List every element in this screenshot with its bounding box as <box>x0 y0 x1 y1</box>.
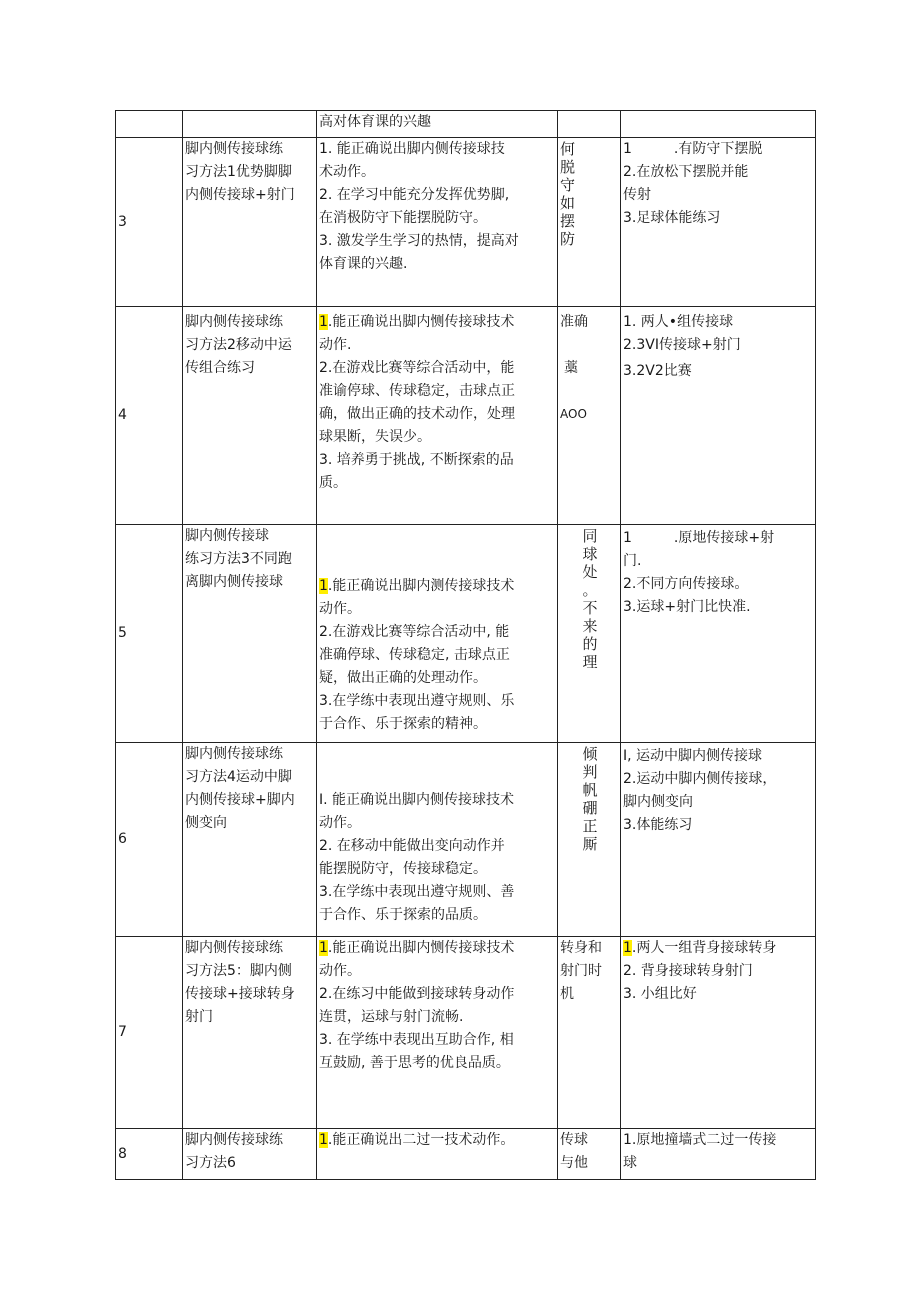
objective-line: I. 能正确说出脚内侧传接球技术 <box>319 792 515 808</box>
topic-line: 脚内侧传接球 <box>185 528 269 544</box>
objectives-cell <box>317 1129 558 1180</box>
topic-line: 练习方法3不同跑 <box>185 551 292 567</box>
focus-char: 防 <box>560 230 576 248</box>
row-number: 8 <box>116 1129 183 1180</box>
highlight-mark: 1 <box>319 940 328 956</box>
objective-line: 疑，做出正确的处理动作。 <box>319 670 487 686</box>
table-row <box>116 138 816 307</box>
content-cell <box>621 111 816 138</box>
objective-line: 动作. <box>319 337 352 353</box>
objective-line: 3. 激发学生学习的热情，提高对 <box>319 233 519 249</box>
focus-char: 脱 <box>560 158 576 176</box>
content-cell <box>621 138 816 307</box>
focus-cell <box>558 525 621 743</box>
objective-line: 球果断，失误少。 <box>319 429 431 445</box>
focus-cell <box>558 1129 621 1180</box>
focus-char: 守 <box>560 176 576 194</box>
content-cell <box>621 307 816 525</box>
topic-cell <box>183 307 317 525</box>
focus-char: 的 <box>582 635 598 653</box>
objective-line: 2. 在学习中能充分发挥优势脚, <box>319 187 510 203</box>
objectives-cell <box>317 743 558 937</box>
topic-line: 侧变向 <box>185 815 227 831</box>
focus-line: 转身和 <box>560 940 602 956</box>
objective-line: 1.能正确说出脚内恻传接球技术 <box>319 940 515 956</box>
focus-char: 处 <box>582 563 598 581</box>
content-line: 3.足球体能练习 <box>623 210 721 226</box>
objective-line: 连贯，运球与射门流畅. <box>319 1009 464 1025</box>
content-line: 3.2V2比赛 <box>623 363 692 379</box>
focus-char: 判 <box>582 763 598 781</box>
row-number: 7 <box>116 937 183 1129</box>
table-row <box>116 307 816 525</box>
content-line: 球 <box>623 1155 637 1171</box>
topic-cell <box>183 743 317 937</box>
content-line: 1 .原地传接球+射 <box>623 530 775 546</box>
content-line: 1.两人一组背身接球转身 <box>623 940 777 956</box>
objective-line: 2.在游戏比赛等综合活动中, 能 <box>319 624 510 640</box>
topic-line: 习方法1优势脚脚 <box>185 164 292 180</box>
content-line: 脚内侧变向 <box>623 794 693 810</box>
highlight-mark: 1 <box>319 578 328 594</box>
topic-line: 传接球+接球转身 <box>185 986 295 1002</box>
objective-line: 能摆脱防守，传接球稳定。 <box>319 861 487 877</box>
topic-cell <box>183 1129 317 1180</box>
content-line: 3. 小组比好 <box>623 986 697 1002</box>
content-line: 2. 背身接球转身射门 <box>623 963 753 979</box>
row-number: 5 <box>116 525 183 743</box>
content-line: I, 运动中脚内侧传接球 <box>623 748 763 764</box>
table-row <box>116 1129 816 1180</box>
topic-line: 习方法4运动中脚 <box>185 769 292 785</box>
focus-line: 藁 <box>564 360 578 376</box>
row-number: 4 <box>116 307 183 525</box>
objective-line: 2. 在移动中能做出变向动作并 <box>319 838 505 854</box>
content-cell <box>621 525 816 743</box>
objective-line: 1.能正确说出脚内测传接球技术 <box>319 578 515 594</box>
focus-line: AOO <box>560 407 587 421</box>
objective-line: 3. 在学练中表现出互助合作, 相 <box>319 1032 514 1048</box>
content-line: 1.原地撞墙式二过一传接 <box>623 1132 777 1148</box>
focus-line: 传球 <box>560 1132 588 1148</box>
objective-line: 2.在游戏比赛等综合活动中，能 <box>319 360 515 376</box>
objective-line: 在消极防守下能摆脱防守。 <box>319 210 487 226</box>
objective-line: 3. 培养勇于挑战, 不断探索的品 <box>319 452 514 468</box>
objective-line: 于合作、乐于探索的精神。 <box>319 716 487 732</box>
content-cell <box>621 743 816 937</box>
objective-line: 动作。 <box>319 963 361 979</box>
objective-line: 动作。 <box>319 815 361 831</box>
table-row <box>116 937 816 1129</box>
focus-char: 帆 <box>582 781 598 799</box>
content-line: 传射 <box>623 187 651 203</box>
focus-char: 厮 <box>582 835 598 853</box>
focus-char: 。 <box>582 581 598 599</box>
content-line: 2.在放松下摆脱并能 <box>623 164 749 180</box>
lesson-plan-table <box>115 110 816 1180</box>
topic-line: 脚内侧传接球练 <box>185 746 283 762</box>
content-line: 1. 两人•组传接球 <box>623 314 734 330</box>
focus-line: 准确 <box>560 314 588 330</box>
content-line: 2.3VI传接球+射门 <box>623 337 741 353</box>
objective-line: 体育课的兴趣. <box>319 256 408 272</box>
content-line: 2.不同方向传接球。 <box>623 576 749 592</box>
content-line: 3.体能练习 <box>623 817 693 833</box>
objective-line: 确，做出正确的技术动作，处理 <box>319 406 515 422</box>
table-row <box>116 743 816 937</box>
objective-line: 1. 能正确说出脚内侧传接球技 <box>319 141 505 157</box>
topic-cell <box>183 525 317 743</box>
topic-line: 习方法5：脚内侧 <box>185 963 292 979</box>
focus-line: 与他 <box>560 1155 588 1171</box>
focus-cell <box>558 937 621 1129</box>
objective-line: 于合作、乐于探索的品质。 <box>319 907 487 923</box>
objective-line: 3.在学练中表现出遵守规则、乐 <box>319 693 515 709</box>
topic-line: 传组合练习 <box>185 360 255 376</box>
topic-line: 习方法2移动中运 <box>185 337 292 353</box>
topic-cell <box>183 111 317 138</box>
objective-line: 术动作。 <box>319 164 375 180</box>
table-row <box>116 525 816 743</box>
focus-line: 射门时 <box>560 963 602 979</box>
focus-char: 倾 <box>582 745 598 763</box>
objectives-cell <box>317 937 558 1129</box>
objectives-cell <box>317 111 558 138</box>
focus-char: 理 <box>582 653 598 671</box>
table-row <box>116 111 816 138</box>
focus-char: 如 <box>560 194 576 212</box>
objective-line: 动作。 <box>319 601 361 617</box>
focus-line: 机 <box>560 986 574 1002</box>
objectives-cell <box>317 138 558 307</box>
content-line: 门. <box>623 553 642 569</box>
focus-char: 不 <box>582 599 598 617</box>
highlight-mark: 1 <box>623 940 632 956</box>
focus-cell <box>558 111 621 138</box>
focus-cell <box>558 307 621 525</box>
objective-line: 1.能正确说出脚内恻传接球技术 <box>319 314 515 330</box>
objective-line: 准谕停球、传球稳定，击球点正 <box>319 383 515 399</box>
topic-line: 射门 <box>185 1009 213 1025</box>
topic-line: 脚内侧传接球练 <box>185 1132 283 1148</box>
topic-line: 离脚内侧传接球 <box>185 574 283 590</box>
focus-char: 球 <box>582 545 598 563</box>
topic-cell <box>183 138 317 307</box>
focus-char: 正 <box>582 817 598 835</box>
topic-line: 习方法6 <box>185 1155 236 1171</box>
topic-line: 内侧传接球+脚内 <box>185 792 295 808</box>
focus-cell <box>558 138 621 307</box>
focus-char: 同 <box>582 527 598 545</box>
topic-line: 脚内侧传接球练 <box>185 141 283 157</box>
objective-line: 高对体育课的兴趣 <box>319 114 431 130</box>
objective-line: 1.能正确说出二过一技术动作。 <box>319 1132 515 1148</box>
focus-char: 摆 <box>560 212 576 230</box>
highlight-mark: 1 <box>319 314 328 330</box>
row-number: 6 <box>116 743 183 937</box>
row-number-cell <box>116 111 183 138</box>
content-cell <box>621 937 816 1129</box>
objective-line: 2.在练习中能做到接球转身动作 <box>319 986 515 1002</box>
objectives-cell <box>317 307 558 525</box>
content-line: 2.运动中脚内侧传接球， <box>623 771 777 787</box>
topic-line: 内侧传接球+射门 <box>185 187 295 203</box>
objectives-cell <box>317 525 558 743</box>
highlight-mark: 1 <box>319 1132 328 1148</box>
objective-line: 互鼓励, 善于思考的优良品质。 <box>319 1055 510 1071</box>
content-line: 3.运球+射门比快准. <box>623 599 751 615</box>
objective-line: 质。 <box>319 475 347 491</box>
focus-char: 硼 <box>582 799 598 817</box>
content-cell <box>621 1129 816 1180</box>
objective-line: 准确停球、传球稳定, 击球点正 <box>319 647 510 663</box>
row-number: 3 <box>116 138 183 307</box>
topic-cell <box>183 937 317 1129</box>
content-line: 1 .有防守下摆脱 <box>623 141 763 157</box>
topic-line: 脚内侧传接球练 <box>185 940 283 956</box>
focus-char: 来 <box>582 617 598 635</box>
focus-char: 何 <box>560 140 576 158</box>
topic-line: 脚内侧传接球练 <box>185 314 283 330</box>
focus-cell <box>558 743 621 937</box>
objective-line: 3.在学练中表现出遵守规则、善 <box>319 884 515 900</box>
